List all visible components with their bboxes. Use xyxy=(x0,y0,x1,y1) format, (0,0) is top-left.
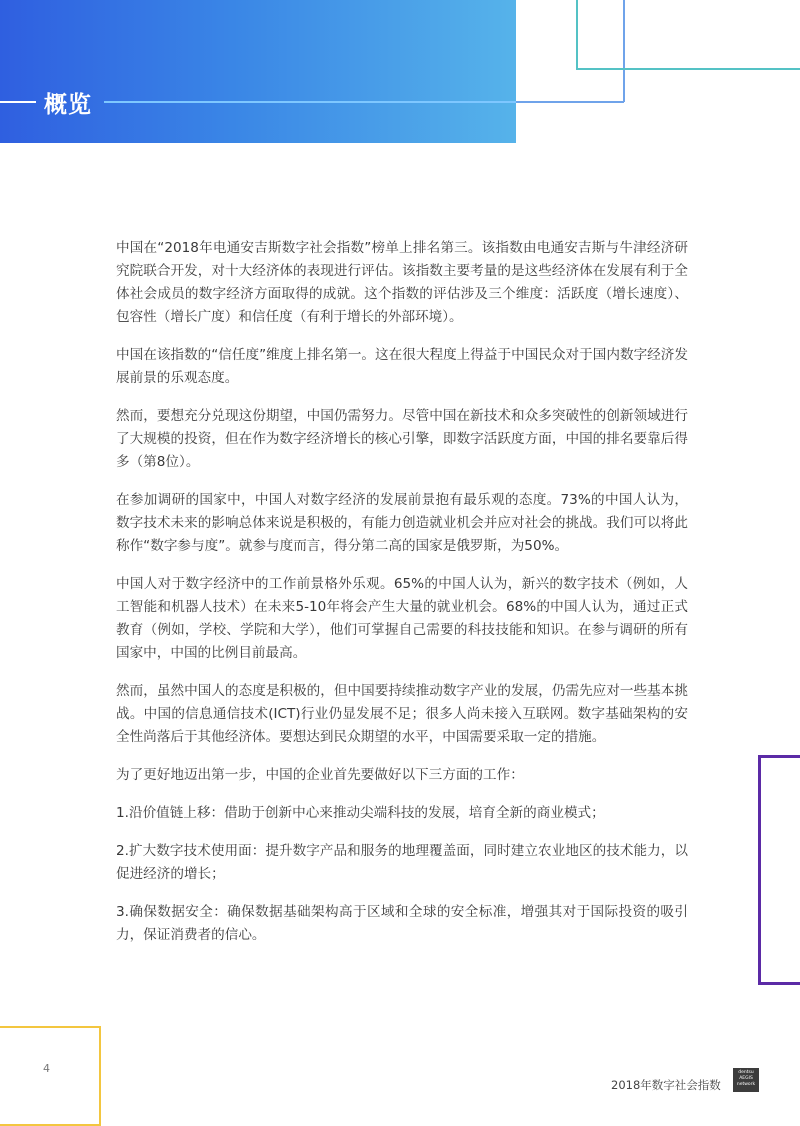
paragraph: 然而，要想充分兑现这份期望，中国仍需努力。尽管中国在新技术和众多突破性的创新领域进行了大规模的投资，但在作为数字经济增长的核心引擎，即数字活跃度方面，中国的排名要靠后得多（第8位）。 xyxy=(116,408,688,470)
header-rule-extension xyxy=(516,101,624,103)
paragraph: 然而，虽然中国人的态度是积极的，但中国要持续推动数字产业的发展，仍需先应对一些基本挑战。中国的信息通信技术(ICT)行业仍显发展不足；很多人尚未接入互联网。数字基础架构的安全性尚落后于其他经济体。要想达到民众期望的水平，中国需要采取一定的措施。 xyxy=(116,683,688,745)
paragraph: 中国在“2018年电通安吉斯数字社会指数”榜单上排名第三。该指数由电通安吉斯与牛津经济研究院联合开发，对十大经济体的表现进行评估。该指数主要考量的是这些经济体在发展有利于全体社会成员的数字经济方面取得的成就。这个指数的评估涉及三个维度：活跃度（增长速度）、包容性（增长广度）和信任度（有利于增长的外部环境）。 xyxy=(116,240,688,325)
logo-line: dentsu xyxy=(738,1070,754,1075)
header-rule-left xyxy=(0,101,36,103)
paragraph: 为了更好地迈出第一步，中国的企业首先要做好以下三方面的工作： xyxy=(116,767,524,783)
logo-line: network xyxy=(736,1082,756,1087)
logo-line: AEGIS xyxy=(739,1076,753,1081)
paragraph: 中国在该指数的“信任度”维度上排名第一。这在很大程度上得益于中国民众对于国内数字经济发展前景的乐观态度。 xyxy=(116,347,688,386)
dentsu-aegis-logo xyxy=(733,1068,759,1092)
list-item: 3.确保数据安全：确保数据基础架构高于区域和全球的安全标准，增强其对于国际投资的吸引力，保证消费者的信心。 xyxy=(116,904,688,943)
paragraph: 中国人对于数字经济中的工作前景格外乐观。65%的中国人认为，新兴的数字技术（例如，人工智能和机器人技术）在未来5-10年将会产生大量的就业机会。68%的中国人认为，通过正式教育（例如，学校、学院和大学），他们可掌握自己需要的科技技能和知识。在参与调研的所有国家中，中国的比例目前最高。 xyxy=(116,576,688,661)
page-number: 4 xyxy=(43,1062,50,1075)
list-item: 2.扩大数字技术使用面：提升数字产品和服务的地理覆盖面，同时建立农业地区的技术能力，以促进经济的增长； xyxy=(116,843,688,882)
header-banner xyxy=(0,0,516,143)
paragraph: 在参加调研的国家中，中国人对数字经济的发展前景抱有最乐观的态度。73%的中国人认为，数字技术未来的影响总体来说是积极的，有能力创造就业机会并应对社会的挑战。我们可以将此称作“数字参与度”。就参与度而言，得分第二高的国家是俄罗斯，为50%。 xyxy=(116,492,688,554)
yellow-decorative-frame xyxy=(0,1026,101,1126)
footer-title: 2018年数字社会指数 xyxy=(611,1078,721,1092)
list-item: 1.沿价值链上移：借助于创新中心来推动尖端科技的发展，培育全新的商业模式； xyxy=(116,805,605,821)
purple-decorative-frame xyxy=(758,755,800,985)
teal-decorative-frame xyxy=(576,0,800,70)
body-text xyxy=(116,237,688,962)
page-title: 概览 xyxy=(44,92,92,118)
